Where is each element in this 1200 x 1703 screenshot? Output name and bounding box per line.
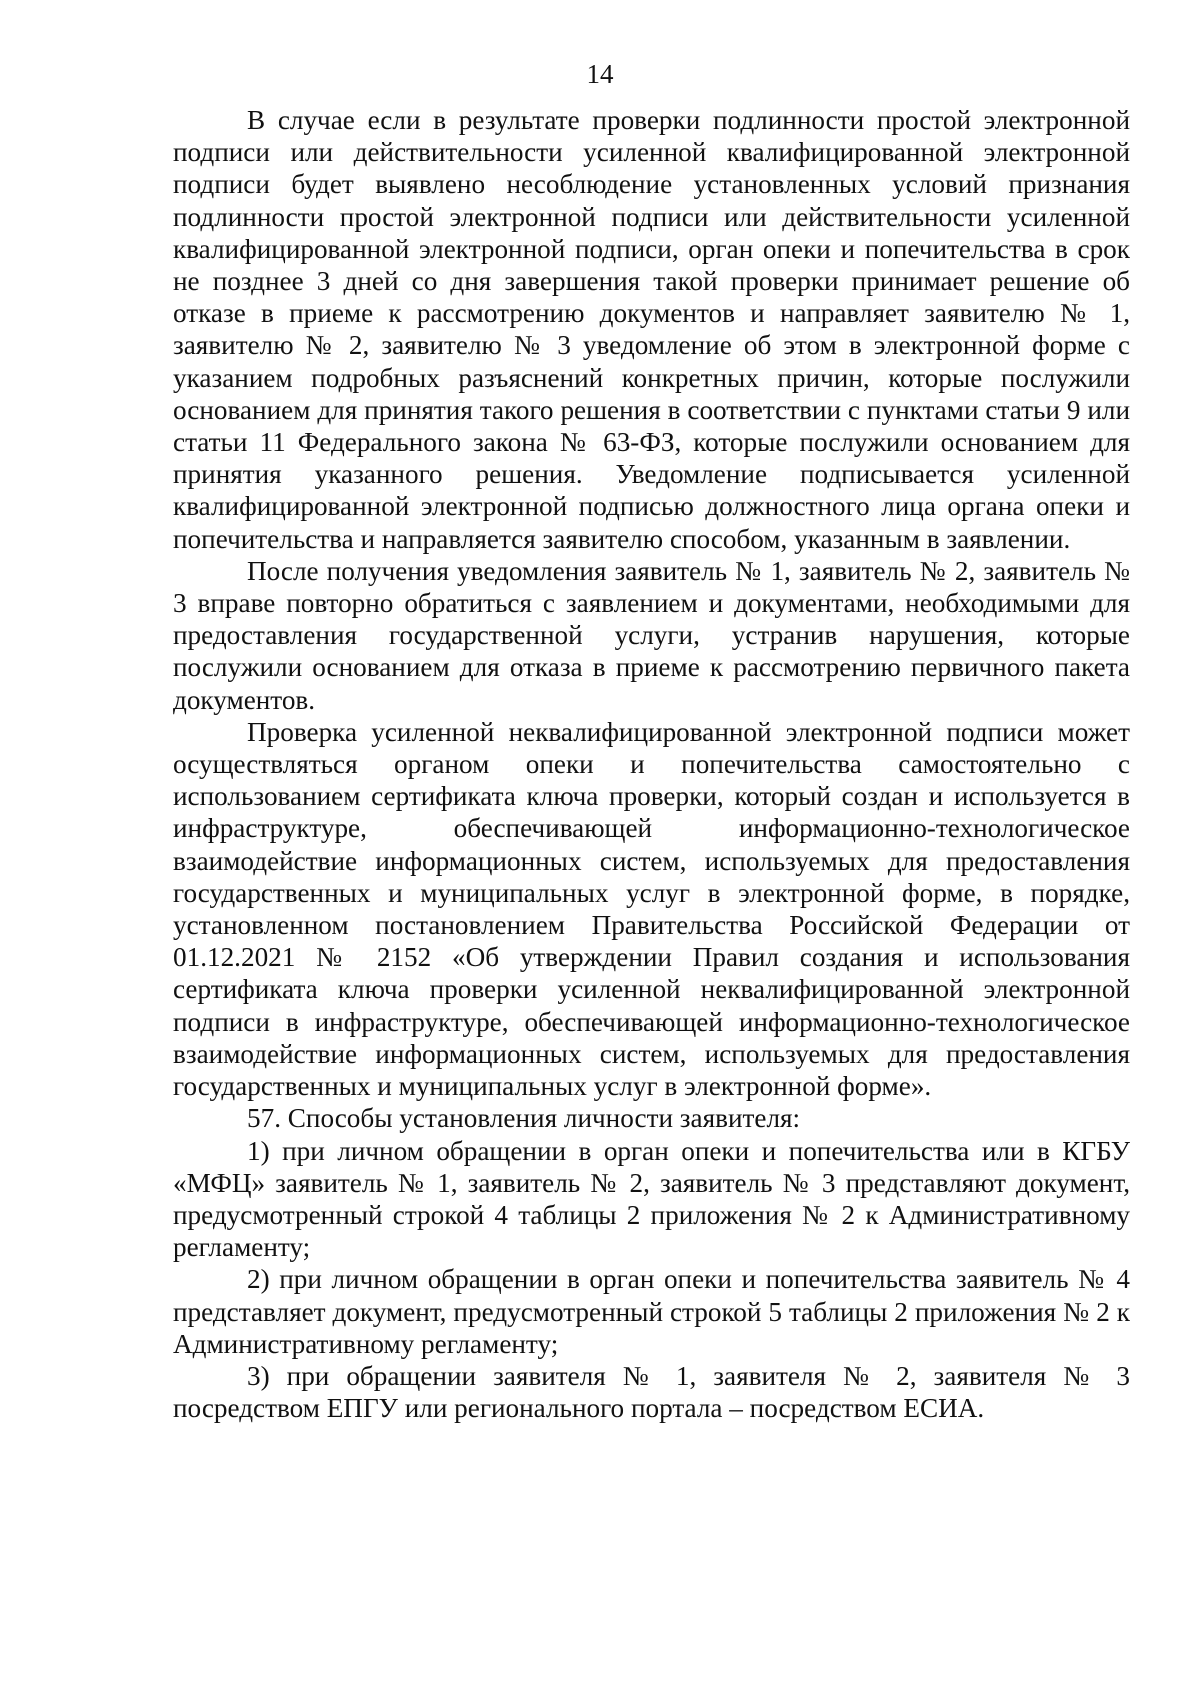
paragraph-item-2: 2) при личном обращении в орган опеки и попечительства заявитель № 4 представляет документ, предусмотренный строкой 5 таблицы 2 приложения № 2 к Административному регламенту; — [173, 1264, 1130, 1359]
paragraph-signature-verification-refusal: В случае если в результате проверки подлинности простой электронной подписи или действительности усиленной квалифицированной электронной подписи будет выявлено несоблюдение установленных условий признания подлинности простой электронной подписи или действительности усиленной квалифицированной электронной подписи, орган опеки и попечительства в срок не позднее 3 дней со дня завершения такой проверки принимает решение об отказе в приеме к рассмотрению документов и направляет заявителю № 1, заявителю № 2, заявителю № 3 уведомление об этом в электронной форме с указанием подробных разъяснений конкретных причин, которые послужили основанием для принятия такого решения в соответствии с пунктами статьи 9 или статьи 11 Федерального закона № 63-ФЗ, которые послужили основанием для принятия указанного решения. Уведомление подписывается усиленной квалифицированной электронной подписью должностного лица органа опеки и попечительства и направляется заявителю способом, указанным в заявлении. — [173, 105, 1130, 554]
paragraph-item-3: 3) при обращении заявителя № 1, заявителя № 2, заявителя № 3 посредством ЕПГУ или регионального портала – посредством ЕСИА. — [173, 1360, 1130, 1424]
paragraph-unqualified-signature-check: Проверка усиленной неквалифицированной электронной подписи может осуществляться органом опеки и попечительства самостоятельно с использованием сертификата ключа проверки, который создан и используется в инфраструктуре, обеспечивающей информационно-технологическое взаимодействие информационных систем, используемых для предоставления государственных и муниципальных услуг в электронной форме, в порядке, установленном постановлением Правительства Российской Федерации от 01.12.2021 № 2152 «Об утверждении Правил создания и использования сертификата ключа проверки усиленной неквалифицированной электронной подписи в инфраструктуре, обеспечивающей информационно-технологическое взаимодействие информационных систем, используемых для предоставления государственных и муниципальных услуг в электронной форме». — [173, 716, 1130, 1102]
document-body — [173, 104, 1130, 1424]
paragraph-section-57-heading: 57. Способы установления личности заявителя: — [247, 1103, 801, 1134]
page-number: 14 — [586, 59, 614, 89]
paragraph-item-1: 1) при личном обращении в орган опеки и попечительства или в КГБУ «МФЦ» заявитель № 1, заявитель № 2, заявитель № 3 представляют документ, предусмотренный строкой 4 таблицы 2 приложения № 2 к Административному регламенту; — [173, 1135, 1130, 1263]
paragraph-repeat-application: После получения уведомления заявитель № 1, заявитель № 2, заявитель № 3 вправе повторно обратиться с заявлением и документами, необходимыми для предоставления государственной услуги, устранив нарушения, которые послужили основанием для отказа в приеме к рассмотрению первичного пакета документов. — [173, 555, 1130, 715]
